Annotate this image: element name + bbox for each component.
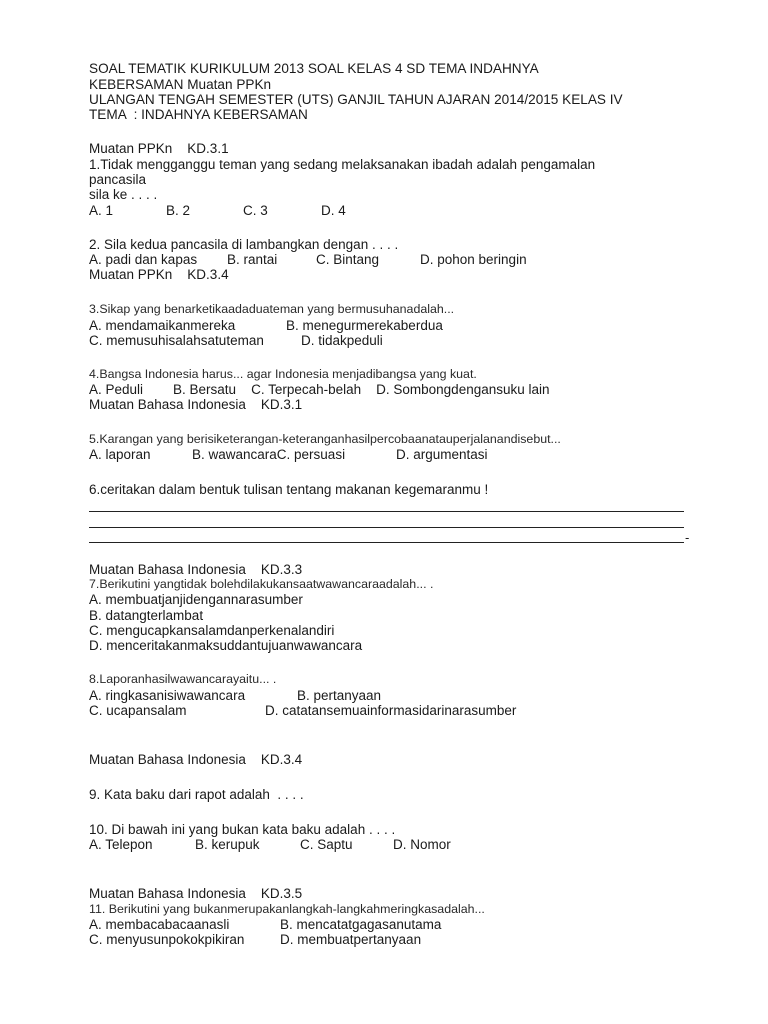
option-c: C. Saptu <box>300 837 353 852</box>
option-d: D. membuatpertanyaan <box>280 932 422 947</box>
section-heading: Muatan PPKn KD.3.1 <box>89 141 229 156</box>
option-b: B. kerupuk <box>195 837 260 852</box>
question-1-text: 1.Tidak mengganggu teman yang sedang melaksanakan ibadah adalah pengamalan <box>89 157 596 172</box>
option-d: D. tidakpeduli <box>301 333 383 348</box>
option-a: A. 1 <box>89 203 114 218</box>
question-11-options <box>89 917 649 932</box>
question-1-options <box>89 203 389 218</box>
answer-line <box>89 527 684 528</box>
option-b: B. 2 <box>166 203 191 218</box>
header-line-1: SOAL TEMATIK KURIKULUM 2013 SOAL KELAS 4 SD TEMA INDAHNYA <box>89 61 539 76</box>
option-a: A. mendamaikanmereka <box>89 318 236 333</box>
question-2-text: 2. Sila kedua pancasila di lambangkan dengan . . . . <box>89 237 399 252</box>
question-7-option-c: C. mengucapkansalamdanperkenalandiri <box>89 623 335 638</box>
question-7-option-b: B. datangterlambat <box>89 608 204 623</box>
question-4-text: 4.Bangsa Indonesia harus... agar Indonesia menjadibangsa yang kuat. <box>89 367 477 381</box>
question-2-options <box>89 252 649 267</box>
header-line-4: TEMA : INDAHNYA KEBERSAMAN <box>89 107 308 122</box>
section-heading: Muatan PPKn KD.3.4 <box>89 267 229 282</box>
section-heading: Muatan Bahasa Indonesia KD.3.5 <box>89 886 303 901</box>
question-8-options <box>89 703 649 718</box>
header-line-3: ULANGAN TENGAH SEMESTER (UTS) GANJIL TAHUN AJARAN 2014/2015 KELAS IV <box>89 92 623 107</box>
question-9-text: 9. Kata baku dari rapot adalah . . . . <box>89 787 304 802</box>
option-d: D. catatansemuainformasidarinarasumber <box>265 703 517 718</box>
answer-line-dash: - <box>685 530 690 545</box>
answer-line <box>89 542 684 543</box>
question-1-text-cont: sila ke . . . . <box>89 187 158 202</box>
question-10-options <box>89 837 649 852</box>
option-c: C. menyusunpokokpikiran <box>89 932 245 947</box>
option-a: A. membacabacaanasli <box>89 917 230 932</box>
question-8-text: 8.Laporanhasilwawancarayaitu... . <box>89 672 277 686</box>
question-5-text: 5.Karangan yang berisiketerangan-keteranganhasilpercobaanatauperjalanandisebut... <box>89 432 561 446</box>
question-1-text-cont: pancasila <box>89 172 147 187</box>
option-b: B. mencatatgagasanutama <box>280 917 442 932</box>
question-7-option-d: D. menceritakanmaksuddantujuanwawancara <box>89 638 363 653</box>
option-b: B. wawancaraC. persuasi <box>192 447 346 462</box>
option-d: D. 4 <box>321 203 346 218</box>
option-a: A. Telepon <box>89 837 153 852</box>
option-c: C. memusuhisalahsatuteman <box>89 333 264 348</box>
question-10-text: 10. Di bawah ini yang bukan kata baku adalah . . . . <box>89 822 396 837</box>
question-4-options: A. Peduli B. Bersatu C. Terpecah-belah D. Sombongdengansuku lain <box>89 382 550 397</box>
option-b: B. pertanyaan <box>297 688 382 703</box>
question-7-option-a: A. membuatjanjidengannarasumber <box>89 592 303 607</box>
header-line-2: KEBERSAMAN Muatan PPKn <box>89 77 272 92</box>
option-b: B. menegurmerekaberdua <box>286 318 443 333</box>
question-3-options <box>89 333 649 348</box>
question-5-options <box>89 447 649 462</box>
question-3-text: 3.Sikap yang benarketikaadaduateman yang bermusuhanadalah... <box>89 302 455 316</box>
option-a: A. padi dan kapas <box>89 252 198 267</box>
question-7-text: 7.Berikutini yangtidak bolehdilakukansaatwawancaraadalah... . <box>89 577 434 591</box>
section-heading: Muatan Bahasa Indonesia KD.3.3 <box>89 562 303 577</box>
answer-line <box>89 511 684 512</box>
section-heading: Muatan Bahasa Indonesia KD.3.1 <box>89 397 303 412</box>
option-c: C. 3 <box>243 203 268 218</box>
option-a: A. laporan <box>89 447 151 462</box>
option-d: D. Nomor <box>393 837 451 852</box>
option-d: D. argumentasi <box>396 447 488 462</box>
option-d: D. pohon beringin <box>420 252 527 267</box>
question-11-text: 11. Berikutini yang bukanmerupakanlangkah-langkahmeringkasadalah... <box>89 902 485 916</box>
section-heading: Muatan Bahasa Indonesia KD.3.4 <box>89 752 303 767</box>
option-c: C. Bintang <box>316 252 380 267</box>
question-6-text: 6.ceritakan dalam bentuk tulisan tentang makanan kegemaranmu ! <box>89 482 489 497</box>
question-3-options <box>89 318 649 333</box>
question-8-options <box>89 688 649 703</box>
option-b: B. rantai <box>227 252 278 267</box>
option-a: A. ringkasanisiwawancara <box>89 688 246 703</box>
option-c: C. ucapansalam <box>89 703 187 718</box>
question-11-options <box>89 932 649 947</box>
